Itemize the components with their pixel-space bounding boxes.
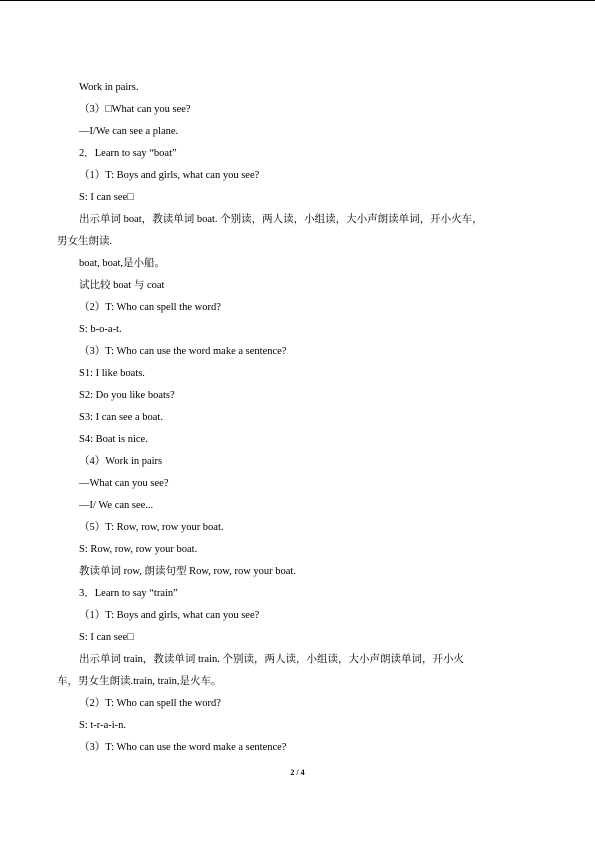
header-rule — [0, 0, 595, 1]
text-line: S2: Do you like boats? — [79, 390, 175, 401]
text-line: 男女生朗读. — [57, 236, 113, 247]
text-line: （3）T: Who can use the word make a sentence? — [79, 346, 287, 357]
text-line: 出示单词 boat，教读单词 boat. 个别读，两人读，小组读，大小声朗读单词，开小火车， — [79, 214, 483, 225]
text-line: S1: I like boats. — [79, 368, 145, 379]
text-line: —I/ We can see... — [79, 500, 154, 511]
text-line: （3）□What can you see? — [79, 104, 191, 115]
text-line: —What can you see? — [79, 478, 169, 489]
text-line: （1）T: Boys and girls, what can you see? — [79, 170, 260, 181]
text-line: （3）T: Who can use the word make a sentence? — [79, 742, 287, 753]
text-line: （2）T: Who can spell the word? — [79, 302, 221, 313]
text-line: S: Row, row, row your boat. — [79, 544, 198, 555]
text-line: 出示单词 train，教读单词 train. 个别读，两人读，小组读，大小声朗读单词，开小火 — [79, 654, 464, 665]
section-heading: 2．Learn to say “boat” — [79, 148, 177, 159]
text-line: S3: I can see a boat. — [79, 412, 163, 423]
text-line: （4）Work in pairs — [79, 456, 163, 467]
text-line: S: b-o-a-t. — [79, 324, 122, 335]
text-line: 教读单词 row, 朗读句型 Row, row, row your boat. — [79, 566, 296, 577]
text-line: S: t-r-a-i-n. — [79, 720, 127, 731]
text-line: S4: Boat is nice. — [79, 434, 148, 445]
text-line: 试比较 boat 与 coat — [79, 280, 165, 291]
text-line: （1）T: Boys and girls, what can you see? — [79, 610, 260, 621]
text-line: 车，男女生朗读.train, train,是火车。 — [57, 676, 222, 687]
page-number: 2 / 4 — [290, 768, 305, 777]
text-line: S: I can see□ — [79, 192, 134, 203]
text-line: （2）T: Who can spell the word? — [79, 698, 221, 709]
text-line: S: I can see□ — [79, 632, 134, 643]
text-line: Work in pairs. — [79, 82, 139, 93]
text-line: （5）T: Row, row, row your boat. — [79, 522, 224, 533]
text-line: —I/We can see a plane. — [79, 126, 179, 137]
text-line: boat, boat,是小船。 — [79, 258, 166, 269]
section-heading: 3．Learn to say “train” — [79, 588, 178, 599]
